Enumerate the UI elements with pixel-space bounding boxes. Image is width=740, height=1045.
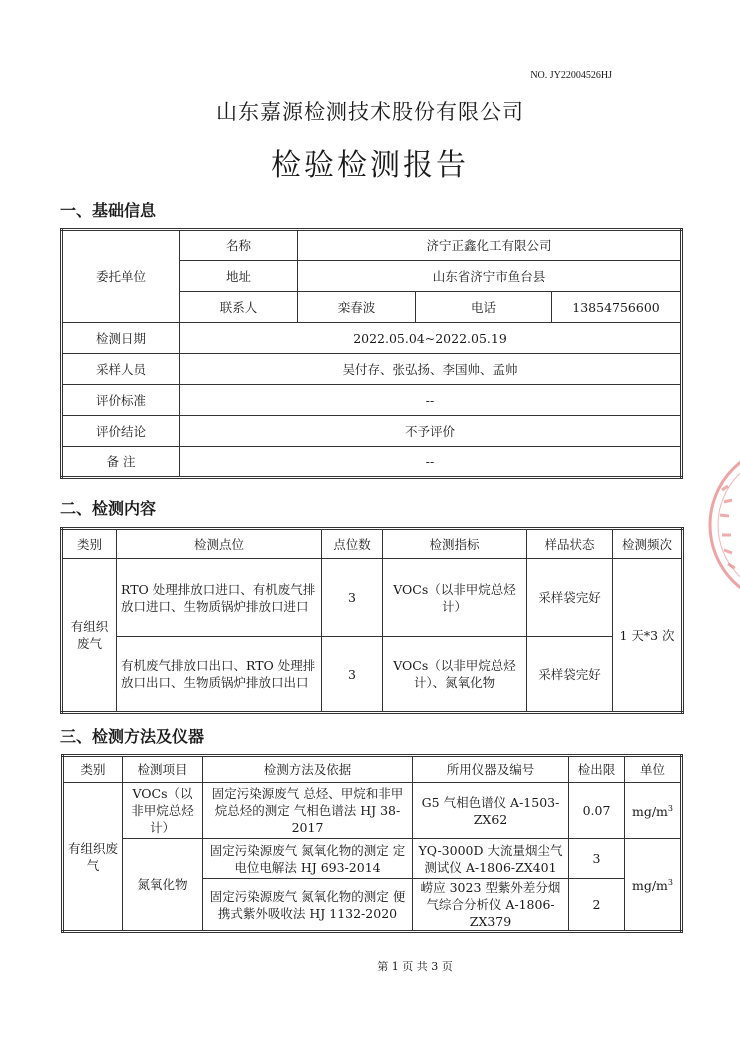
- standard-label: 评价标准: [62, 385, 180, 416]
- phone-label: 电话: [416, 292, 552, 323]
- date-label: 检测日期: [62, 323, 180, 354]
- item-cell: 氮氧化物: [123, 839, 203, 932]
- indicator-cell: VOCs（以非甲烷总烃计）: [383, 559, 527, 637]
- instrument-cell: 崂应 3023 型紫外差分烟气综合分析仪 A-1806-ZX379: [413, 879, 569, 932]
- client-label: 委托单位: [62, 230, 180, 323]
- sampler-label: 采样人员: [62, 354, 180, 385]
- report-title: 检验检测报告: [271, 148, 469, 183]
- remark-label: 备 注: [62, 447, 180, 478]
- phone-value: 13854756600: [552, 292, 682, 323]
- unit-cell: [625, 783, 682, 839]
- state-cell: 采样袋完好: [527, 637, 613, 713]
- name-label: 名称: [180, 230, 298, 261]
- standard-value: --: [180, 385, 682, 416]
- header-cell: 类别: [62, 529, 117, 559]
- remark-value: --: [180, 447, 682, 478]
- unit-superscript: 3: [667, 804, 673, 814]
- report-number: NO. JY22004526HJ: [530, 70, 612, 81]
- category-cell: 有组织废气: [62, 559, 117, 713]
- content-table: [60, 527, 684, 714]
- company-name: 山东嘉源检测技术股份有限公司: [216, 100, 524, 124]
- basic-info-table: [60, 228, 683, 479]
- address-value: 山东省济宁市鱼台县: [298, 261, 682, 292]
- header-cell: 样品状态: [527, 529, 613, 559]
- header-cell: 检测频次: [613, 529, 683, 559]
- header-cell: 所用仪器及编号: [413, 756, 569, 783]
- methods-table: [61, 754, 683, 933]
- instrument-cell: YQ-3000D 大流量烟尘气测试仪 A-1806-ZX401: [413, 839, 569, 879]
- method-cell: 固定污染源废气 氮氧化物的测定 便携式紫外吸收法 HJ 1132-2020: [203, 879, 413, 932]
- method-cell: 固定污染源废气 总烃、甲烷和非甲烷总烃的测定 气相色谱法 HJ 38-2017: [203, 783, 413, 839]
- location-cell: RTO 处理排放口进口、有机废气排放口进口、生物质锅炉排放口进口: [117, 559, 322, 637]
- frequency-cell: 1 天*3 次: [613, 559, 683, 713]
- unit-text: mg/m: [631, 878, 668, 894]
- item-cell: VOCs（以非甲烷总烃计）: [123, 783, 203, 839]
- location-cell: 有机废气排放口出口、RTO 处理排放口出口、生物质锅炉排放口出口: [117, 637, 322, 713]
- page-footer: 第 1 页 共 3 页: [377, 960, 453, 973]
- conclusion-label: 评价结论: [62, 416, 180, 447]
- header-cell: 检测点位: [117, 529, 322, 559]
- instrument-cell: G5 气相色谱仪 A-1503-ZX62: [413, 783, 569, 839]
- header-cell: 检测方法及依据: [203, 756, 413, 783]
- contact-value: 栾春波: [298, 292, 416, 323]
- address-label: 地址: [180, 261, 298, 292]
- unit-cell: [625, 839, 682, 932]
- unit-text: mg/m: [631, 804, 668, 820]
- header-cell: 单位: [625, 756, 682, 783]
- indicator-cell: VOCs（以非甲烷总烃计）、氮氧化物: [383, 637, 527, 713]
- state-cell: 采样袋完好: [527, 559, 613, 637]
- conclusion-value: 不予评价: [180, 416, 682, 447]
- date-value: 2022.05.04~2022.05.19: [180, 323, 682, 354]
- section-methods-heading: 三、检测方法及仪器: [60, 727, 205, 746]
- method-cell: 固定污染源废气 氮氧化物的测定 定电位电解法 HJ 693-2014: [203, 839, 413, 879]
- unit-superscript: 3: [667, 878, 673, 888]
- header-cell: 类别: [63, 756, 123, 783]
- company-seal-icon: [700, 440, 740, 610]
- section-content-heading: 二、检测内容: [60, 499, 157, 518]
- count-cell: 3: [322, 559, 383, 637]
- section-basic-info-heading: 一、基础信息: [60, 201, 157, 220]
- sampler-value: 吴付存、张弘扬、李国帅、孟帅: [180, 354, 682, 385]
- header-cell: 点位数: [322, 529, 383, 559]
- name-value: 济宁正鑫化工有限公司: [298, 230, 682, 261]
- header-cell: 检测指标: [383, 529, 527, 559]
- limit-cell: 2: [569, 879, 625, 932]
- header-cell: 检出限: [569, 756, 625, 783]
- category-cell: 有组织废气: [63, 783, 123, 932]
- count-cell: 3: [322, 637, 383, 713]
- contact-label: 联系人: [180, 292, 298, 323]
- header-cell: 检测项目: [123, 756, 203, 783]
- limit-cell: 0.07: [569, 783, 625, 839]
- limit-cell: 3: [569, 839, 625, 879]
